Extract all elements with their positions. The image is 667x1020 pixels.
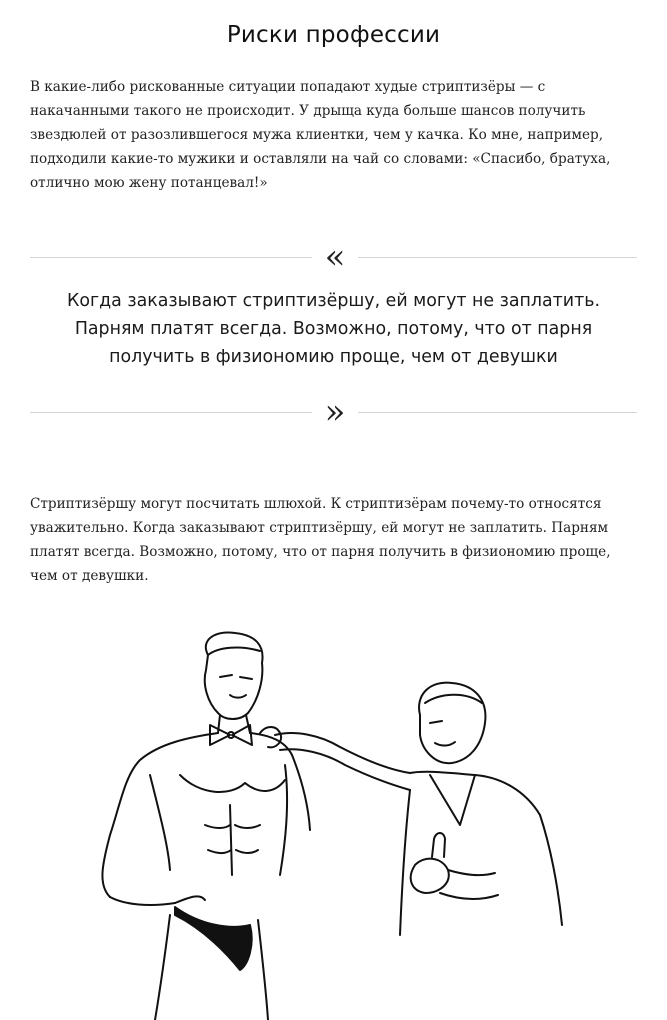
quote-divider-bottom bbox=[30, 392, 637, 432]
quote-divider-top bbox=[30, 237, 637, 277]
section-heading: Риски профессии bbox=[226, 22, 441, 48]
pull-quote: Когда заказывают стриптизёршу, ей могут не заплатить. Парням платят всегда. Возможно, потому, что от парня получить в физиономию проще, чем от девушки bbox=[66, 291, 601, 367]
article-paragraph-1: В какие-либо рискованные ситуации попадают худые стриптизёры — с накачанными такого не происходит. У дрыща куда больше шансов получить звездюлей от разозлившегося мужа клиентки, чем у качка. Ко мне, например, подходили какие-то мужики и оставляли на чай со словами: «Спасибо, братуха, отлично мою жену потанцевал!» bbox=[30, 79, 611, 191]
divider-line-right bbox=[358, 257, 637, 258]
line-art-illustration bbox=[80, 625, 600, 1020]
divider-line-right bbox=[358, 412, 637, 413]
divider-line-left bbox=[30, 257, 312, 258]
close-quote-glyph: » bbox=[324, 392, 346, 432]
article-paragraph-2: Стриптизёршу могут посчитать шлюхой. К стриптизёрам почему-то относятся уважительно. Когда заказывают стриптизёршу, ей могут не заплатить. Парням платят всегда. Возможно, потому, что от парня получить в физиономию проще, чем от девушки. bbox=[30, 496, 611, 584]
right-figure bbox=[260, 683, 562, 935]
open-quote-glyph: « bbox=[324, 237, 346, 277]
left-figure bbox=[102, 632, 310, 1020]
divider-line-left bbox=[30, 412, 312, 413]
